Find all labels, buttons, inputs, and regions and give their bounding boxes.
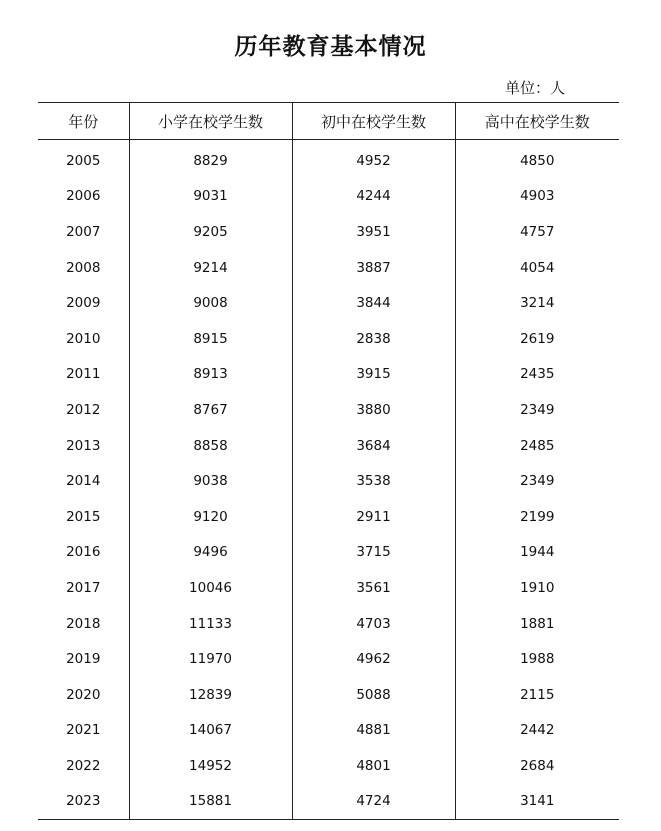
table-row [38, 784, 619, 820]
cell-junior-high: 3715 [292, 535, 455, 571]
cell-senior-high: 2349 [455, 463, 619, 499]
cell-year: 2008 [66, 259, 101, 276]
table-row [38, 321, 619, 357]
table-row [38, 179, 619, 215]
cell-junior-high: 4244 [292, 179, 455, 215]
cell-year: 2023 [38, 784, 129, 820]
cell-senior-high: 4757 [455, 214, 619, 250]
cell-senior-high: 3214 [455, 285, 619, 321]
cell-primary: 9031 [129, 179, 292, 215]
table-row [38, 748, 619, 784]
cell-junior-high: 4703 [292, 606, 455, 642]
cell-senior-high: 1881 [455, 606, 619, 642]
cell-primary: 9008 [129, 285, 292, 321]
cell-junior-high: 4952 [292, 140, 455, 179]
cell-junior-high: 4801 [292, 748, 455, 784]
cell-junior-high: 3538 [292, 463, 455, 499]
table-row [38, 535, 619, 571]
table-row [38, 499, 619, 535]
cell-primary: 9205 [129, 214, 292, 250]
cell-primary: 9038 [129, 463, 292, 499]
cell-junior-high: 4724 [292, 784, 455, 820]
cell-primary: 9120 [129, 499, 292, 535]
cell-junior-high: 3684 [292, 428, 455, 464]
page-title: 历年教育基本情况 [234, 34, 427, 60]
cell-senior-high: 2619 [455, 321, 619, 357]
cell-junior-high: 4962 [292, 641, 455, 677]
table-row [38, 214, 619, 250]
table-header-row [38, 103, 619, 140]
cell-year: 2022 [66, 757, 101, 774]
cell-year: 2016 [66, 544, 101, 561]
cell-junior-high: 3561 [292, 570, 455, 606]
cell-year: 2006 [66, 188, 101, 205]
cell-primary: 9214 [129, 250, 292, 286]
cell-primary: 11133 [129, 606, 292, 642]
cell-primary: 12839 [129, 677, 292, 713]
header-junior-high-students: 初中在校学生数 [292, 103, 455, 140]
cell-junior-high: 3951 [292, 214, 455, 250]
cell-senior-high: 2684 [455, 748, 619, 784]
education-table [38, 102, 619, 820]
table-row [38, 428, 619, 464]
table-row [38, 392, 619, 428]
cell-junior-high: 2911 [292, 499, 455, 535]
cell-senior-high: 1910 [455, 570, 619, 606]
cell-senior-high: 3141 [455, 784, 619, 820]
table-row [38, 140, 619, 179]
cell-junior-high: 3880 [292, 392, 455, 428]
cell-year: 2005 [66, 152, 101, 169]
table-body [38, 140, 619, 820]
cell-junior-high: 3844 [292, 285, 455, 321]
cell-senior-high: 4850 [455, 140, 619, 179]
table-row [38, 677, 619, 713]
table-row [38, 357, 619, 393]
cell-senior-high: 2442 [455, 713, 619, 749]
cell-year: 2010 [66, 330, 101, 347]
cell-year: 2007 [66, 223, 101, 240]
unit-label: 单位：人 [504, 79, 565, 97]
cell-year: 2019 [66, 651, 101, 668]
cell-senior-high: 2349 [455, 392, 619, 428]
cell-primary: 9496 [129, 535, 292, 571]
cell-senior-high: 1944 [455, 535, 619, 571]
cell-primary: 14067 [129, 713, 292, 749]
table-row [38, 463, 619, 499]
cell-year: 2012 [66, 401, 101, 418]
cell-primary: 14952 [129, 748, 292, 784]
cell-primary: 8915 [129, 321, 292, 357]
table-row [38, 250, 619, 286]
cell-primary: 8858 [129, 428, 292, 464]
table-row [38, 713, 619, 749]
header-primary-students: 小学在校学生数 [129, 103, 292, 140]
cell-junior-high: 5088 [292, 677, 455, 713]
header-senior-high-students: 高中在校学生数 [455, 103, 619, 140]
cell-primary: 8913 [129, 357, 292, 393]
cell-senior-high: 4054 [455, 250, 619, 286]
cell-year: 2020 [66, 686, 101, 703]
table-row [38, 285, 619, 321]
cell-junior-high: 2838 [292, 321, 455, 357]
cell-junior-high: 3887 [292, 250, 455, 286]
cell-junior-high: 4881 [292, 713, 455, 749]
header-year: 年份 [38, 103, 129, 140]
cell-senior-high: 2199 [455, 499, 619, 535]
cell-year: 2013 [66, 437, 101, 454]
cell-primary: 8767 [129, 392, 292, 428]
cell-junior-high: 3915 [292, 357, 455, 393]
cell-senior-high: 1988 [455, 641, 619, 677]
cell-year: 2015 [66, 508, 101, 525]
cell-senior-high: 2435 [455, 357, 619, 393]
cell-year: 2014 [66, 473, 101, 490]
cell-senior-high: 2115 [455, 677, 619, 713]
cell-year: 2018 [66, 615, 101, 632]
cell-primary: 10046 [129, 570, 292, 606]
cell-year: 2017 [66, 579, 101, 596]
cell-senior-high: 4903 [455, 179, 619, 215]
cell-year: 2009 [66, 295, 101, 312]
table-row [38, 606, 619, 642]
cell-year: 2011 [66, 366, 101, 383]
table-row [38, 641, 619, 677]
cell-primary: 11970 [129, 641, 292, 677]
table-row [38, 570, 619, 606]
cell-senior-high: 2485 [455, 428, 619, 464]
cell-year: 2021 [66, 722, 101, 739]
cell-primary: 8829 [129, 140, 292, 179]
cell-primary: 15881 [129, 784, 292, 820]
